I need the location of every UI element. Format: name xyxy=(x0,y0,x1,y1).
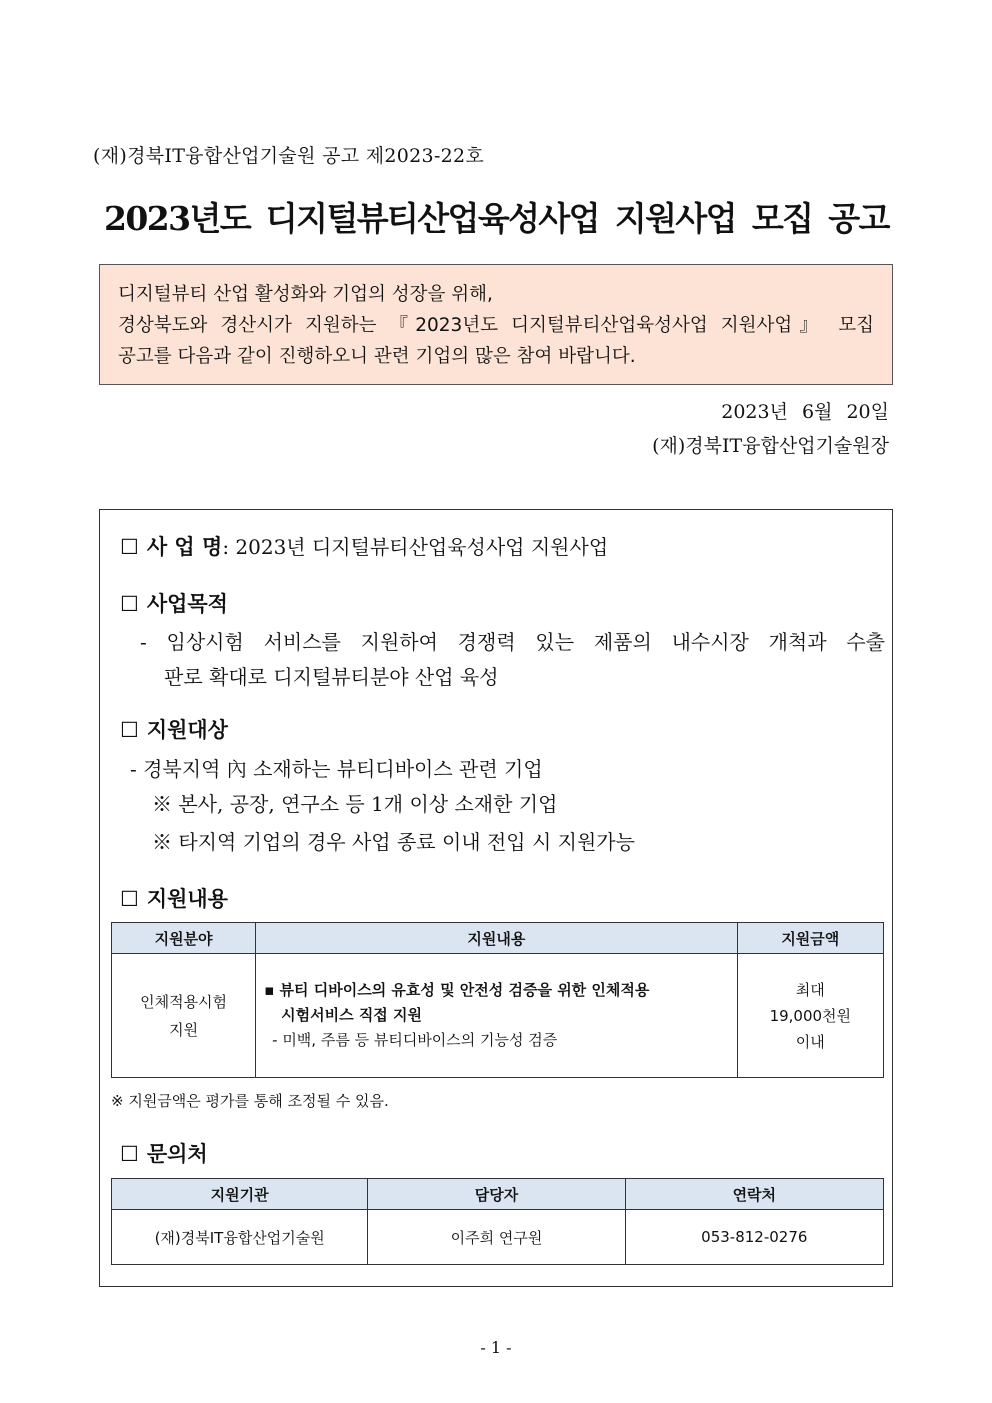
support-footnote: ※ 지원금액은 평가를 통해 조정될 수 있음. xyxy=(111,1092,389,1110)
project-name-label: 사 업 명 xyxy=(146,534,223,559)
contact-org-cell: (재)경북IT융합산업기술원 xyxy=(112,1210,368,1265)
purpose-line: - 임상시험 서비스를 지원하여 경쟁력 있는 제품의 내수시장 개척과 수출 xyxy=(140,630,885,654)
target-heading-text: 지원대상 xyxy=(146,717,228,742)
contact-phone-cell: 053-812-0276 xyxy=(625,1210,883,1265)
table-row xyxy=(112,954,884,1078)
contact-heading-text: 문의처 xyxy=(146,1141,208,1166)
target-heading xyxy=(120,714,228,744)
table-header-cell: 지원분야 xyxy=(112,923,256,954)
support-amount-text: 최대 xyxy=(795,980,825,999)
support-field-cell xyxy=(112,954,256,1078)
checkbox-square-icon: ☐ xyxy=(120,1142,139,1166)
project-name-value: : 2023년 디지털뷰티산업육성사업 지원사업 xyxy=(222,535,609,559)
support-heading xyxy=(120,883,228,913)
notice-number: (재)경북IT융합산업기술원 공고 제2023-22호 xyxy=(93,145,485,167)
contact-person-cell: 이주희 연구원 xyxy=(368,1210,625,1265)
intro-line: 경상북도와 경산시가 지원하는 『2023년도 디지털뷰티산업육성사업 지원사업』 모집 xyxy=(118,315,874,336)
main-content-box xyxy=(99,509,893,1287)
support-field-text: 인체적용시험 xyxy=(140,992,228,1011)
support-content-sub: - 미백, 주름 등 뷰티디바이스의 기능성 검증 xyxy=(272,1031,558,1049)
table-header-cell: 지원기관 xyxy=(112,1179,368,1210)
support-heading-text: 지원내용 xyxy=(146,886,228,911)
checkbox-square-icon: ☐ xyxy=(120,887,139,911)
target-note: ※ 본사, 공장, 연구소 등 1개 이상 소재한 기업 xyxy=(152,792,558,816)
support-content-bullet: ▪ 뷰티 디바이스의 유효성 및 안전성 검증을 위한 인체적용 xyxy=(264,981,650,999)
page-title: 2023년도 디지털뷰티산업육성사업 지원사업 모집 공고 xyxy=(104,199,889,238)
target-note: ※ 타지역 기업의 경우 사업 종료 이내 전입 시 지원가능 xyxy=(152,830,635,854)
intro-line: 공고를 다음과 같이 진행하오니 관련 기업의 많은 참여 바랍니다. xyxy=(118,346,636,367)
purpose-heading-text: 사업목적 xyxy=(146,591,228,616)
contact-heading xyxy=(120,1138,208,1168)
intro-box xyxy=(99,264,893,385)
support-content-bullet-cont: 시험서비스 직접 지원 xyxy=(281,1006,422,1024)
support-content-cell xyxy=(256,954,737,1078)
checkbox-square-icon: ☐ xyxy=(120,535,139,559)
purpose-line: 판로 확대로 디지털뷰티분야 산업 육성 xyxy=(164,665,499,689)
table-header-cell: 지원내용 xyxy=(256,923,737,954)
target-line: - 경북지역 內 소재하는 뷰티디바이스 관련 기업 xyxy=(130,757,543,781)
table-header-cell: 연락처 xyxy=(625,1179,883,1210)
support-amount-text: 이내 xyxy=(795,1032,825,1051)
support-field-text: 지원 xyxy=(169,1020,199,1039)
table-header-cell: 담당자 xyxy=(368,1179,625,1210)
project-name-section xyxy=(120,531,608,561)
table-header-row xyxy=(112,923,884,954)
table-row xyxy=(112,1210,884,1265)
contact-table xyxy=(111,1178,884,1265)
issuer-name: (재)경북IT융합산업기술원장 xyxy=(652,435,889,457)
checkbox-square-icon: ☐ xyxy=(120,592,139,616)
table-header-row xyxy=(112,1179,884,1210)
support-table xyxy=(111,922,884,1078)
support-amount-text: 19,000천원 xyxy=(769,1006,852,1025)
table-header-cell: 지원금액 xyxy=(737,923,883,954)
page-number: - 1 - xyxy=(480,1338,512,1357)
checkbox-square-icon: ☐ xyxy=(120,718,139,742)
notice-date: 2023년 6월 20일 xyxy=(721,401,889,423)
intro-line: 디지털뷰티 산업 활성화와 기업의 성장을 위해, xyxy=(118,284,493,305)
purpose-heading xyxy=(120,588,228,618)
support-amount-cell xyxy=(737,954,883,1078)
